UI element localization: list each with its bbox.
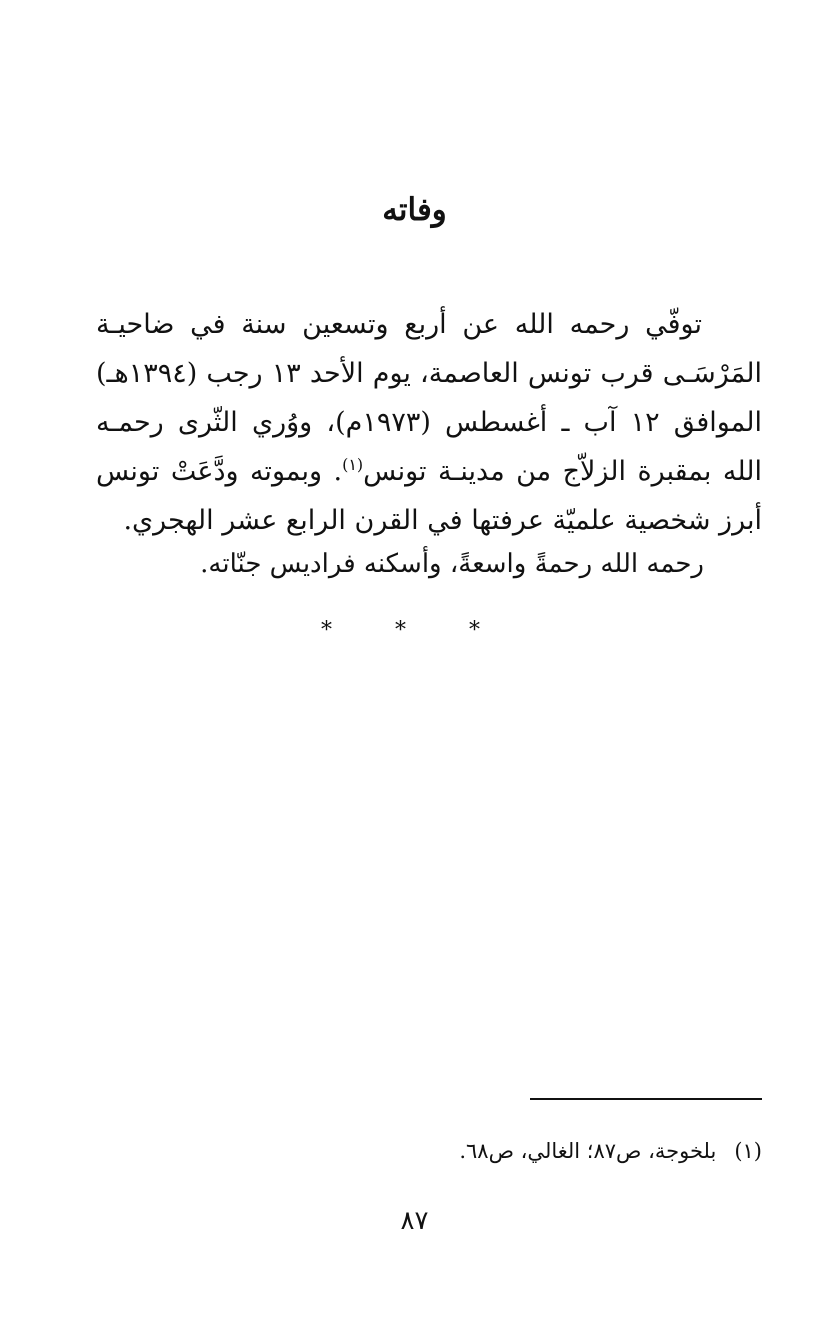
- paragraph-text: [96, 300, 762, 545]
- paragraph-part-2: . وبموته ودَّعَتْ تونس أبرز شخصية علميّة عرفتها في القرن الرابع عشر الهجري.: [96, 456, 762, 536]
- prayer-line: رحمه الله رحمةً واسعةً، وأسكنه فراديس جنّاته.: [200, 549, 704, 579]
- footnote: [96, 1135, 762, 1167]
- footnote-reference: (١): [342, 455, 364, 474]
- page-number: ٨٧: [400, 1206, 429, 1236]
- footnote-number: (١): [734, 1139, 762, 1163]
- main-paragraph: [96, 300, 762, 545]
- footnote-divider: [530, 1098, 762, 1100]
- paragraph-part-1: توفّي رحمه الله عن أربع وتسعين سنة في ضاحيـة المَرْسَـى قرب تونس العاصمة، يوم الأحد ١٣ رجب (١٣٩٤هـ) الموافق ١٢ آب ـ أغسطس (١٩٧٣م)، ووُري الثّرى رحمـه الله بمقبرة الزلاّج من مدينـة تونس: [96, 309, 763, 487]
- section-separator: * * *: [321, 618, 508, 643]
- chapter-heading: وفاته: [382, 192, 447, 228]
- footnote-text: بلخوجة، ص٨٧؛ الغالي، ص٦٨.: [459, 1139, 717, 1163]
